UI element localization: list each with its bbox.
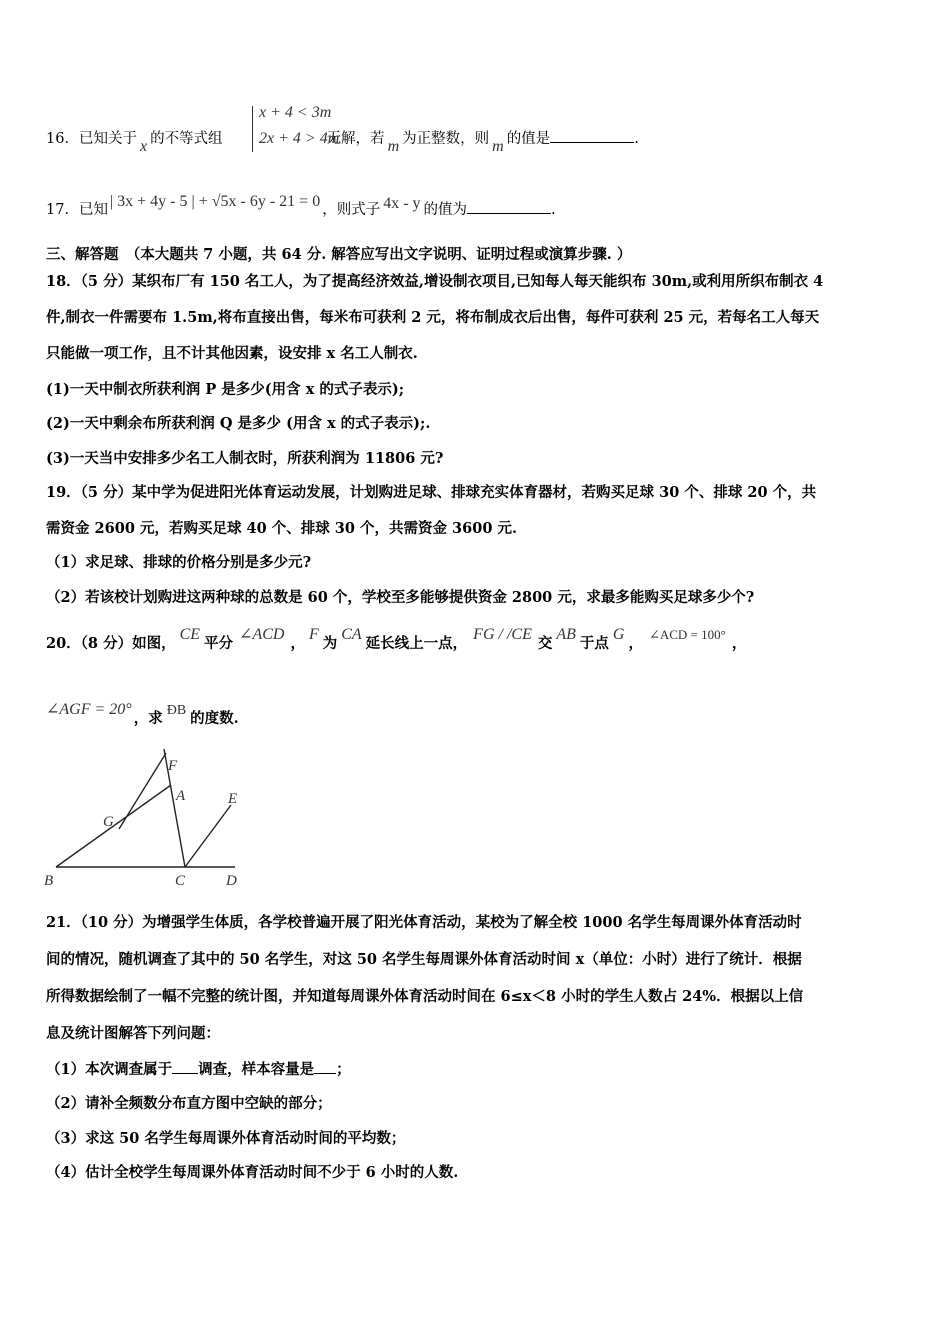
q20-text-at: 于点 xyxy=(579,635,609,652)
q20-FG-parallel-CE: FG / /CE xyxy=(473,626,532,643)
label-C: C xyxy=(175,873,186,889)
q21-sub-3: （3）求这 50 名学生每周课外体育活动时间的平均数； xyxy=(46,1130,406,1147)
q16-brace xyxy=(252,106,258,152)
q17-line xyxy=(46,193,556,220)
label-F: F xyxy=(168,758,178,774)
segment-CE xyxy=(185,805,231,867)
q17-equation: | 3x + 4y - 5 | + √5x - 6y - 21 = 0 xyxy=(109,193,321,210)
q21-blank-survey-type xyxy=(172,1059,198,1074)
q16-text-1: 已知关于 xyxy=(78,131,137,147)
q18-sub-2: (2)一天中剩余布所获利润 Q 是多少 (用含 x 的式子表示);. xyxy=(46,415,431,432)
q16-inequality-1: x + 4 < 3m xyxy=(259,104,332,121)
q20-G: G xyxy=(612,626,625,643)
q18-sub-1: (1)一天中制衣所获利润 P 是多少(用含 x 的式子表示); xyxy=(46,381,405,398)
q18-line-1: 18．（5 分）某织布厂有 150 名工人，为了提高经济效益,增设制衣项目,已知每人每天能织布 30m,或利用所织布制衣 4 xyxy=(46,273,824,290)
q21-line-2: 间的情况，随机调查了其中的 50 名学生，对这 50 名学生每周课外体育活动时间 x（单位：小时）进行了统计．根据 xyxy=(46,951,802,968)
q20-text-ext: 延长线上一点， xyxy=(365,635,468,652)
q20-text-deg: 的度数. xyxy=(190,710,239,727)
q21-sub-1-text-b: 调查，样本容量是 xyxy=(198,1061,315,1078)
q17-text-1: 已知 xyxy=(78,202,108,218)
q18-line-2: 件,制衣一件需要布 1.5m,将布直接出售，每米布可获利 2 元，将布制成衣后出售，每件可获利 25 元，若每名工人每天 xyxy=(46,309,820,326)
section-3-heading: 三、解答题 （本大题共 7 小题，共 64 分. 解答应写出文字说明、证明过程或演算步骤. ） xyxy=(46,246,632,263)
q20-AB: AB xyxy=(556,626,576,643)
q19-line-1: 19．（5 分）某中学为促进阳光体育运动发展，计划购进足球、排球充实体育器材，若购买足球 30 个、排球 20 个，共 xyxy=(46,484,817,501)
q16-text-2: 的不等式组 xyxy=(150,131,223,147)
q17-text-2: ，则式子 xyxy=(322,202,381,218)
label-D: D xyxy=(226,873,237,889)
label-B: B xyxy=(44,873,54,889)
q21-sub-1 xyxy=(46,1059,351,1080)
q16-text-3: 无解，若 xyxy=(326,131,385,147)
label-E: E xyxy=(228,791,238,807)
q16-text-5: 的值是 xyxy=(506,131,551,147)
q21-line-4: 息及统计图解答下列问题： xyxy=(46,1025,220,1042)
q20-text-is: 为 xyxy=(322,635,338,652)
label-G: G xyxy=(103,814,114,830)
q20-angle-AGF-20: ∠AGF = 20° xyxy=(46,701,132,718)
label-A: A xyxy=(176,788,186,804)
q20-CE: CE xyxy=(179,626,201,643)
q21-sub-1-text-c: ； xyxy=(336,1061,351,1078)
q21-sub-4: （4）估计全校学生每周课外体育活动时间不少于 6 小时的人数. xyxy=(46,1164,459,1181)
q16-inequality-2: 2x + 4 > 4m xyxy=(259,130,340,147)
q21-sub-2: （2）请补全频数分布直方图中空缺的部分； xyxy=(46,1095,332,1112)
q16-var-m: m xyxy=(387,138,400,155)
q18-line-3: 只能做一项工作，且不计其他因素，设安排 x 名工人制衣. xyxy=(46,345,418,362)
q19-sub-1: （1）求足球、排球的价格分别是多少元? xyxy=(46,554,312,571)
q20-comma-1: ， xyxy=(290,635,305,652)
q17-number: 17． xyxy=(46,202,79,218)
q21-blank-sample-size xyxy=(314,1059,336,1074)
q17-answer-blank xyxy=(467,199,551,214)
q20-angle-ACD-100: ∠ACD = 100° xyxy=(648,627,726,642)
q20-comma-2: ， xyxy=(628,635,643,652)
q16-number: 16． xyxy=(46,131,79,147)
q20-text-find: ，求 xyxy=(133,710,163,727)
q20-angle-ACD: ∠ACD xyxy=(239,626,285,643)
q20-F: F xyxy=(308,626,319,643)
q20-text-cross: 交 xyxy=(537,635,553,652)
q21-sub-1-text-a: （1）本次调查属于 xyxy=(46,1061,173,1078)
q17-end: . xyxy=(551,202,556,218)
q20-line-1 xyxy=(46,626,747,654)
q20-comma-3: ， xyxy=(731,635,747,652)
q17-expression: 4x - y xyxy=(383,195,421,212)
q21-line-3: 所得数据绘制了一幅不完整的统计图，并知道每周课外体育活动时间在 6≤x＜8 小时的学生人数占 24%．根据以上信 xyxy=(46,988,804,1005)
q16-answer-blank xyxy=(550,128,634,143)
q17-text-3: 的值为 xyxy=(423,202,468,218)
q20-number: 20．（8 分）如图， xyxy=(46,635,176,652)
q16-text-4: 为正整数，则 xyxy=(402,131,490,147)
q20-line-2 xyxy=(46,701,239,730)
segment-GF xyxy=(119,753,166,829)
q20-geometry-figure xyxy=(40,745,250,890)
q19-line-2: 需资金 2600 元，若购买足球 40 个、排球 30 个，共需资金 3600 元. xyxy=(46,520,518,537)
q20-CA: CA xyxy=(341,626,362,643)
q20-text-bisect: 平分 xyxy=(204,635,234,652)
q20-angle-B: ÐB xyxy=(166,703,187,718)
q21-line-1: 21．（10 分）为增强学生体质，各学校普遍开展了阳光体育活动，某校为了解全校 1000 名学生每周课外体育活动时 xyxy=(46,914,802,931)
q16-var-x: x xyxy=(139,138,148,155)
q16-line xyxy=(46,128,639,155)
q19-sub-2: （2）若该校计划购进这两种球的总数是 60 个，学校至多能够提供资金 2800 元，求最多能购买足球多少个? xyxy=(46,589,755,606)
q16-var-m2: m xyxy=(492,138,504,155)
q18-sub-3: (3)一天当中安排多少名工人制衣时，所获利润为 11806 元? xyxy=(46,450,444,467)
q16-end: . xyxy=(634,131,639,147)
